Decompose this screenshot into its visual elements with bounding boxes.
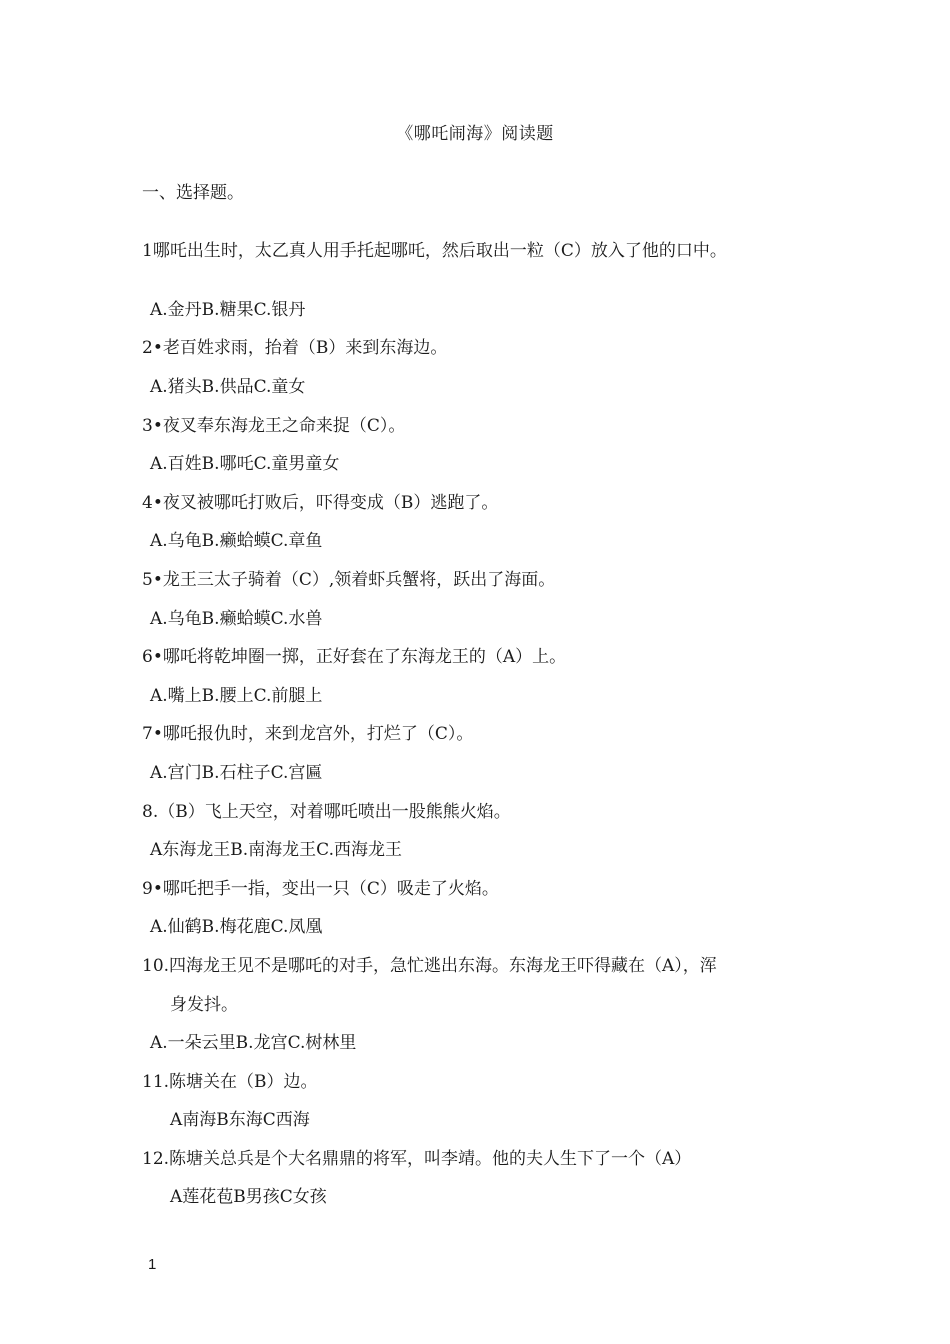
question-7: 7•哪吒报仇时，来到龙宫外，打烂了（C）。 xyxy=(142,724,474,744)
options-6: A.嘴上B.腰上C.前腿上 xyxy=(150,686,323,706)
question-6: 6•哪吒将乾坤圈一掷，正好套在了东海龙王的（A）上。 xyxy=(142,647,567,667)
section-heading: 一、选择题。 xyxy=(142,183,244,203)
question-2: 2•老百姓求雨，抬着（B）来到东海边。 xyxy=(142,338,448,358)
question-11: 11.陈塘关在（B）边。 xyxy=(142,1072,318,1092)
question-1: 1哪吒出生时，太乙真人用手托起哪吒，然后取出一粒（C）放入了他的口中。 xyxy=(142,241,727,261)
options-1: A.金丹B.糖果C.银丹 xyxy=(150,300,306,320)
question-4: 4•夜叉被哪吒打败后，吓得变成（B）逃跑了。 xyxy=(142,493,499,513)
options-9: A.仙鹤B.梅花鹿C.凤凰 xyxy=(150,917,323,937)
options-2: A.猪头B.供品C.童女 xyxy=(150,377,306,397)
options-8: A东海龙王B.南海龙王C.西海龙王 xyxy=(150,840,402,860)
page-number: 1 xyxy=(148,1256,157,1273)
question-12: 12.陈塘关总兵是个大名鼎鼎的将军，叫李靖。他的夫人生下了一个（A） xyxy=(142,1149,692,1169)
question-8: 8.（B）飞上天空，对着哪吒喷出一股熊熊火焰。 xyxy=(142,802,511,822)
options-7: A.宫门B.石柱子C.宫匾 xyxy=(150,763,323,783)
options-10: A.一朵云里B.龙宫C.树林里 xyxy=(150,1033,357,1053)
document-title: 《哪吒闹海》阅读题 xyxy=(396,124,554,144)
options-12: A莲花苞B男孩C女孩 xyxy=(170,1187,327,1207)
question-3: 3•夜叉奉东海龙王之命来捉（C）。 xyxy=(142,416,406,436)
question-10: 10.四海龙王见不是哪吒的对手，急忙逃出东海。东海龙王吓得藏在（A），浑 xyxy=(142,956,717,976)
options-4: A.乌龟B.癞蛤蟆C.章鱼 xyxy=(150,531,323,551)
question-5: 5•龙王三太子骑着（C）,领着虾兵蟹将，跃出了海面。 xyxy=(142,570,556,590)
question-10-continued: 身发抖。 xyxy=(170,995,238,1015)
options-11: A南海B东海C西海 xyxy=(170,1110,310,1130)
options-5: A.乌龟B.癞蛤蟆C.水兽 xyxy=(150,609,323,629)
options-3: A.百姓B.哪吒C.童男童女 xyxy=(150,454,340,474)
question-9: 9•哪吒把手一指，变出一只（C）吸走了火焰。 xyxy=(142,879,499,899)
